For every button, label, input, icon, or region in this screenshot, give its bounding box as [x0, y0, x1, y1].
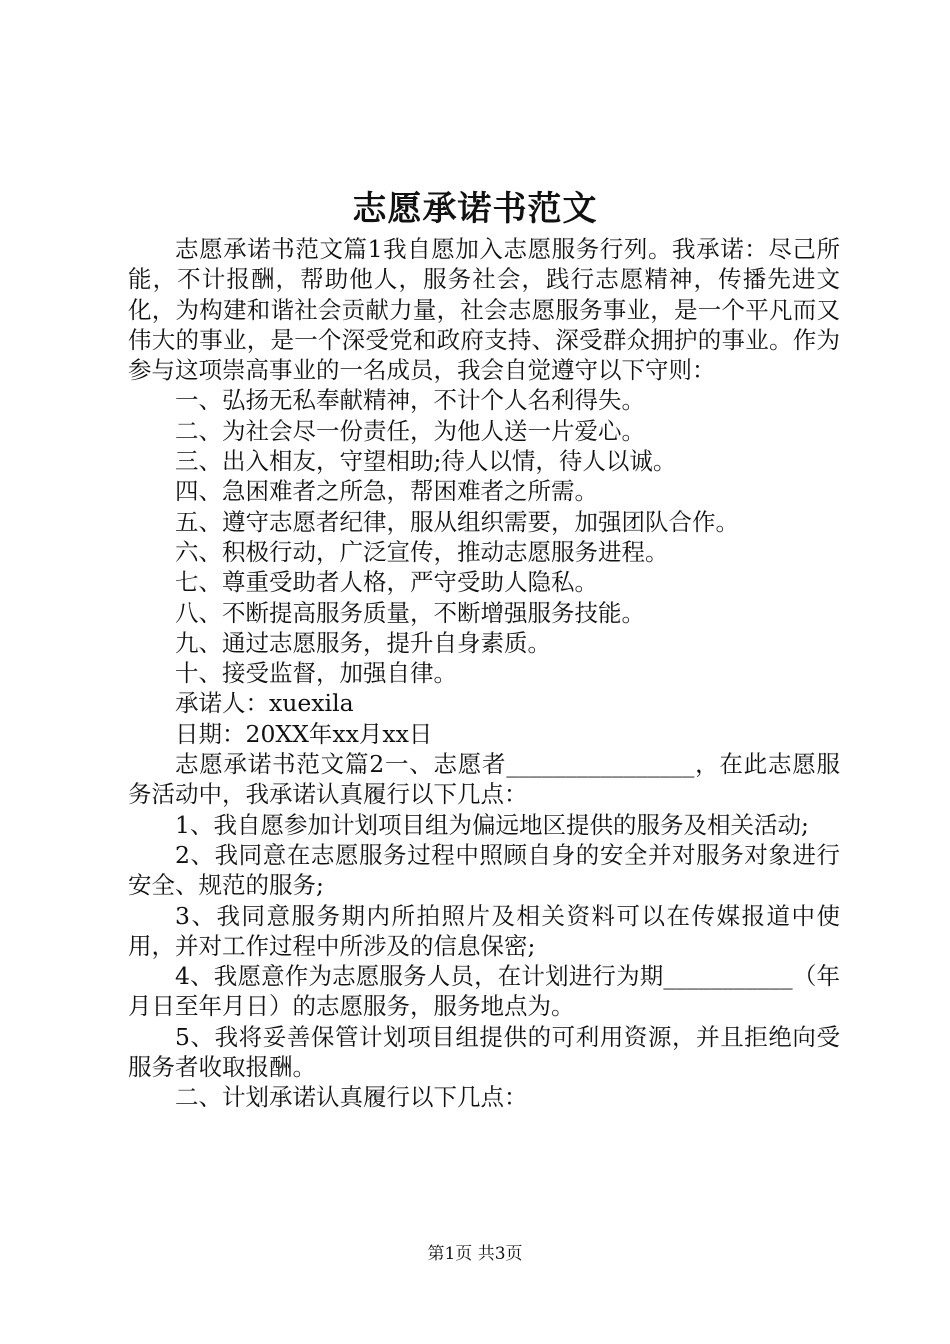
paragraph: 五、遵守志愿者纪律，服从组织需要，加强团队合作。 — [175, 507, 739, 536]
paragraph: 八、不断提高服务质量，不断增强服务技能。 — [175, 598, 645, 627]
page-footer: 第1页 共3页 — [427, 1244, 523, 1264]
paragraph: 九、通过志愿服务，提升自身素质。 — [175, 628, 551, 657]
paragraph: 5、我将妥善保管计划项目组提供的可利用资源，并且拒绝向受服务者收取报酬。 — [128, 1022, 840, 1082]
paragraph: 3、我同意服务期内所拍照片及相关资料可以在传媒报道中使用，并对工作过程中所涉及的信息保密; — [128, 901, 840, 960]
paragraph: 三、出入相友，守望相助;待人以情，待人以诚。 — [175, 447, 677, 476]
signer-line: 承诺人：xuexila — [175, 689, 354, 718]
paragraph: 六、积极行动，广泛宣传，推动志愿服务进程。 — [175, 537, 669, 566]
paragraph: 七、尊重受助者人格，严守受助人隐私。 — [175, 568, 598, 597]
paragraph: 4、我愿意作为志愿服务人员，在计划进行为期___________（年月日至年月日）的志愿服务，服务地点为。 — [128, 962, 840, 1021]
date-line: 日期：20XX年xx月xx日 — [175, 719, 433, 748]
paragraph: 四、急困难者之所急，帮困难者之所需。 — [175, 477, 598, 506]
paragraph: 十、接受监督，加强自律。 — [175, 659, 457, 688]
paragraph: 2、我同意在志愿服务过程中照顾自身的安全并对服务对象进行安全、规范的服务; — [128, 840, 840, 900]
paragraph: 二、为社会尽一份责任，为他人送一片爱心。 — [175, 416, 645, 445]
paragraph: 一、弘扬无私奉献精神，不计个人名利得失。 — [175, 386, 645, 415]
paragraph: 志愿承诺书范文篇2一、志愿者________________，在此志愿服务活动中，我承诺认真履行以下几点： — [128, 750, 840, 809]
paragraph: 二、计划承诺认真履行以下几点： — [175, 1083, 528, 1112]
document-body — [128, 234, 840, 1113]
paragraph: 1、我自愿参加计划项目组为偏远地区提供的服务及相关活动; — [175, 810, 809, 839]
paragraph: 志愿承诺书范文篇1我自愿加入志愿服务行列。我承诺：尽己所能，不计报酬，帮助他人，服务社会，践行志愿精神，传播先进文化，为构建和谐社会贡献力量，社会志愿服务事业，是一个平凡而又伟大的事业，是一个深受党和政府支持、深受群众拥护的事业。作为参与这项崇高事业的一名成员，我会自觉遵守以下守则： — [128, 235, 840, 385]
document-title: 志愿承诺书范文 — [352, 189, 598, 229]
